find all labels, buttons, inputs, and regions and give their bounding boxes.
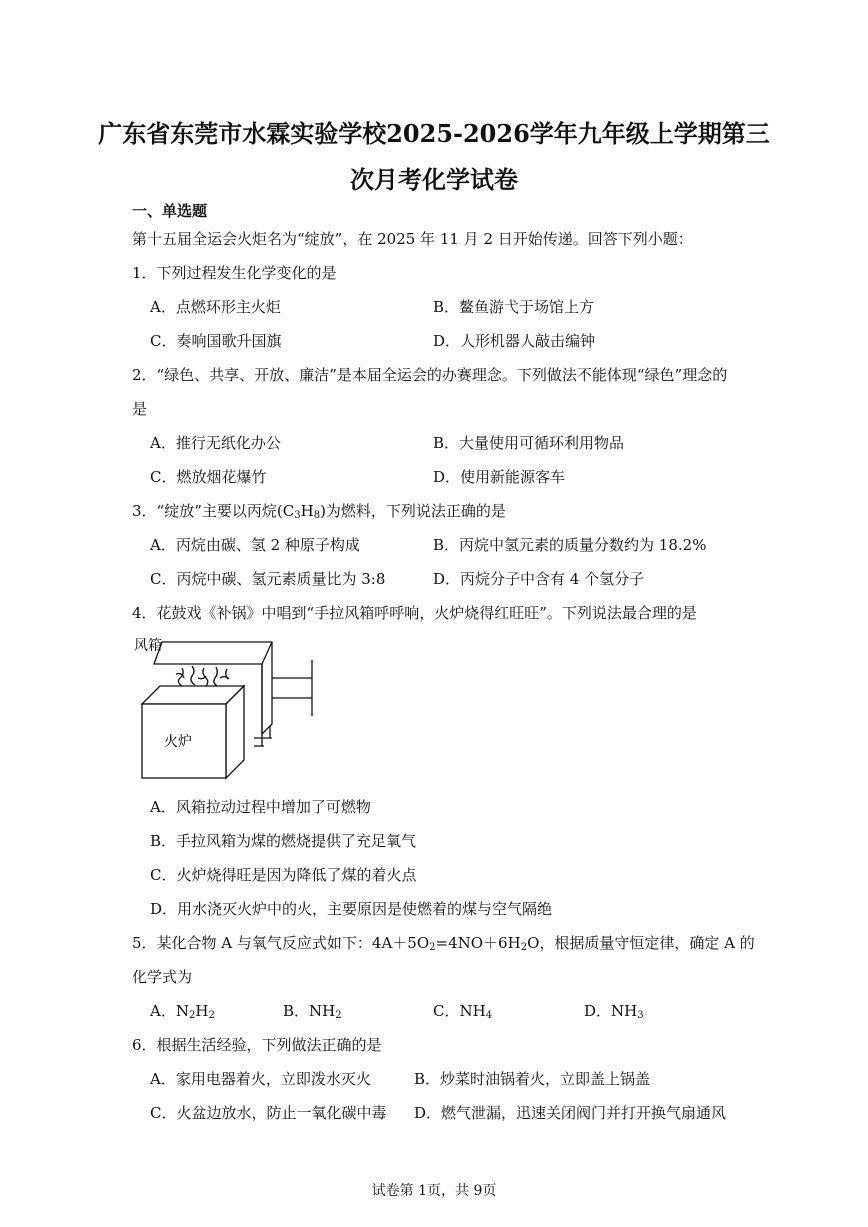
page-footer: 试卷第 1页，共 9页 <box>371 1183 497 1199</box>
label-stove: 火炉 <box>164 734 192 750</box>
q5-stem-line1: 5．某化合物 A 与氧气反应式如下：$4A+5O_2=4NO+6H_2O$，根据质量守恒定律，确定 A 的 <box>132 934 755 953</box>
q3-option-c: C．丙烷中碳、氢元素质量比为 3:8 <box>150 570 386 588</box>
intro-text: 第十五届全运会火炬名为“绽放”，在 2025 年 11 月 2 日开始传递。回答下列小题： <box>132 230 693 248</box>
section-heading: 一、单选题 <box>132 202 208 220</box>
q5-option-c: C．$NH_4$ <box>433 1002 493 1021</box>
q2-option-d: D．使用新能源客车 <box>433 468 566 486</box>
q3-option-a: A．丙烷由碳、氢 2 种原子构成 <box>150 536 360 554</box>
q6-option-c: C．火盆边放水，防止一氧化碳中毒 <box>150 1104 387 1122</box>
exam-title-line2: 次月考化学试卷 <box>350 165 518 194</box>
q5-stem-line2: 化学式为 <box>132 968 193 986</box>
q5-option-a: A．$N_2H_2$ <box>150 1002 215 1021</box>
q4-option-b: B．手拉风箱为煤的燃烧提供了充足氧气 <box>150 832 417 850</box>
q1-option-a: A．点燃环形主火炬 <box>150 298 281 316</box>
q6-option-a: A．家用电器着火，立即泼水灭火 <box>150 1070 371 1088</box>
exam-title-line1: 广东省东莞市水霖实验学校2025-2026学年九年级上学期第三 <box>98 119 770 148</box>
q2-option-c: C．燃放烟花爆竹 <box>150 468 267 486</box>
q6-option-d: D．燃气泄漏，迅速关闭阀门并打开换气扇通风 <box>414 1104 727 1122</box>
q3-option-b: B．丙烷中氢元素的质量分数约为 18.2% <box>433 536 707 554</box>
q1-option-d: D．人形机器人敲击编钟 <box>433 332 596 350</box>
q4-stem: 4．花鼓戏《补锅》中唱到“手拉风箱呼呼响，火炉烧得红旺旺”。下列说法最合理的是 <box>132 604 697 622</box>
q4-option-a: A．风箱拉动过程中增加了可燃物 <box>150 798 371 816</box>
q1-stem: 1．下列过程发生化学变化的是 <box>132 264 337 282</box>
q6-stem: 6．根据生活经验，下列做法正确的是 <box>132 1036 382 1054</box>
bellows-stove-figure <box>132 634 332 784</box>
q4-option-d: D．用水浇灭火炉中的火，主要原因是使燃着的煤与空气隔绝 <box>150 900 553 918</box>
stove-box <box>142 686 244 778</box>
q1-option-c: C．奏响国歌升国旗 <box>150 332 282 350</box>
q5-option-b: B．$NH_2$ <box>283 1002 342 1021</box>
q4-option-c: C．火炉烧得旺是因为降低了煤的着火点 <box>150 866 417 884</box>
q6-option-b: B．炒菜时油锅着火，立即盖上锅盖 <box>414 1070 651 1088</box>
q2-option-b: B．大量使用可循环利用物品 <box>433 434 625 452</box>
q2-option-a: A．推行无纸化办公 <box>150 434 281 452</box>
q3-stem: 3．“绽放”主要以丙烷$(C_3H_8)$为燃料，下列说法正确的是 <box>132 502 506 521</box>
q5-option-d: D．$NH_3$ <box>584 1002 644 1021</box>
q2-stem-line1: 2．“绿色、共享、开放、廉洁”是本届全运会的办赛理念。下列做法不能体现“绿色”理念的 <box>132 366 728 384</box>
q1-option-b: B．鳌鱼游弋于场馆上方 <box>433 298 595 316</box>
label-bellows: 风箱 <box>134 638 162 654</box>
q3-option-d: D．丙烷分子中含有 4 个氢分子 <box>433 570 645 588</box>
bellows-stove-drawing <box>132 634 332 784</box>
q2-stem-line2: 是 <box>132 400 148 418</box>
